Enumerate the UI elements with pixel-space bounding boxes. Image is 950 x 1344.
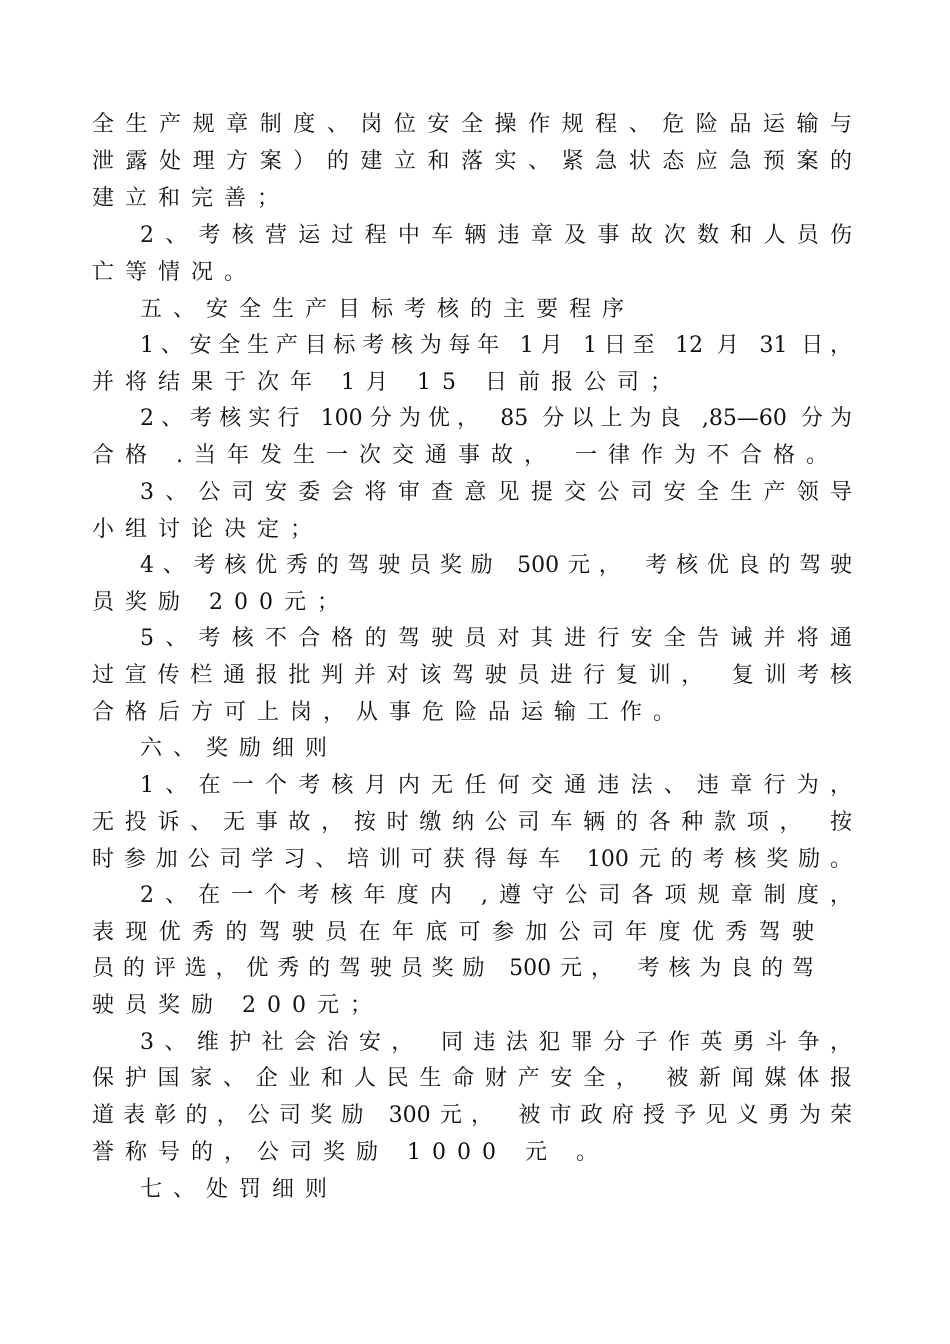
text-line: 2、考核营运过程中车辆违章及事故次数和人员伤 <box>140 223 852 248</box>
text-line: 2、考核实行 100分为优， 85 分以上为良 ,85—60 分为 <box>140 406 852 431</box>
text-line: 1、安全生产目标考核为每年 1月 1日至 12 月 31 日， <box>140 333 852 358</box>
text-line: 合格后方可上岗，从事危险品运输工作。 <box>92 700 687 725</box>
section-heading: 五、安全生产目标考核的主要程序 <box>140 297 636 322</box>
text-line: 4、考核优秀的驾驶员奖励 500元， 考核优良的驾驶 <box>140 553 852 578</box>
text-line: 时参加公司学习、培训可获得每车 100元的考核奖励。 <box>92 847 852 872</box>
text-line: 5、考核不合格的驾驶员对其进行安全告诫并将通 <box>140 626 852 651</box>
text-line: 2、在一个考核年度内 ,遵守公司各项规章制度， <box>140 883 852 908</box>
text-line: 3、公司安委会将审查意见提交公司安全生产领导 <box>140 480 852 505</box>
text-line: 表现优秀的驾驶员在年底可参加公司年度优秀驾驶 <box>92 920 814 945</box>
text-line: 誉称号的，公司奖励 1000 元 。 <box>92 1140 609 1165</box>
text-line: 保护国家、企业和人民生命财产安全， 被新闻媒体报 <box>92 1066 852 1091</box>
text-line: 员奖励 200元； <box>92 590 350 615</box>
text-line: 合格 .当年发生一次交通事故， 一律作为不合格。 <box>92 443 839 468</box>
text-line: 亡等情况。 <box>92 260 258 285</box>
text-line: 建立和完善； <box>92 186 291 211</box>
text-line: 道表彰的，公司奖励 300元， 被市政府授予见义勇为荣 <box>92 1103 852 1128</box>
text-line: 全生产规章制度、岗位安全操作规程、危险品运输与 <box>92 112 852 137</box>
text-line: 驶员奖励 200元； <box>92 993 383 1018</box>
text-line: 并将结果于次年 1月 15 日前报公司； <box>92 370 683 395</box>
text-line: 员的评选，优秀的驾驶员奖励 500元， 考核为良的驾 <box>92 956 814 981</box>
text-line: 无投诉、无事故，按时缴纳公司车辆的各种款项， 按 <box>92 810 852 835</box>
text-line: 小组讨论决定； <box>92 517 324 542</box>
section-heading: 七、处罚细则 <box>140 1177 339 1202</box>
section-heading: 六、奖励细则 <box>140 736 339 761</box>
text-line: 1、在一个考核月内无任何交通违法、违章行为， <box>140 773 852 798</box>
text-line: 3、维护社会治安， 同违法犯罪分子作英勇斗争， <box>140 1030 852 1055</box>
text-line: 过宣传栏通报批判并对该驾驶员进行复训， 复训考核 <box>92 663 852 688</box>
text-line: 泄露处理方案）的建立和落实、紧急状态应急预案的 <box>92 149 852 174</box>
